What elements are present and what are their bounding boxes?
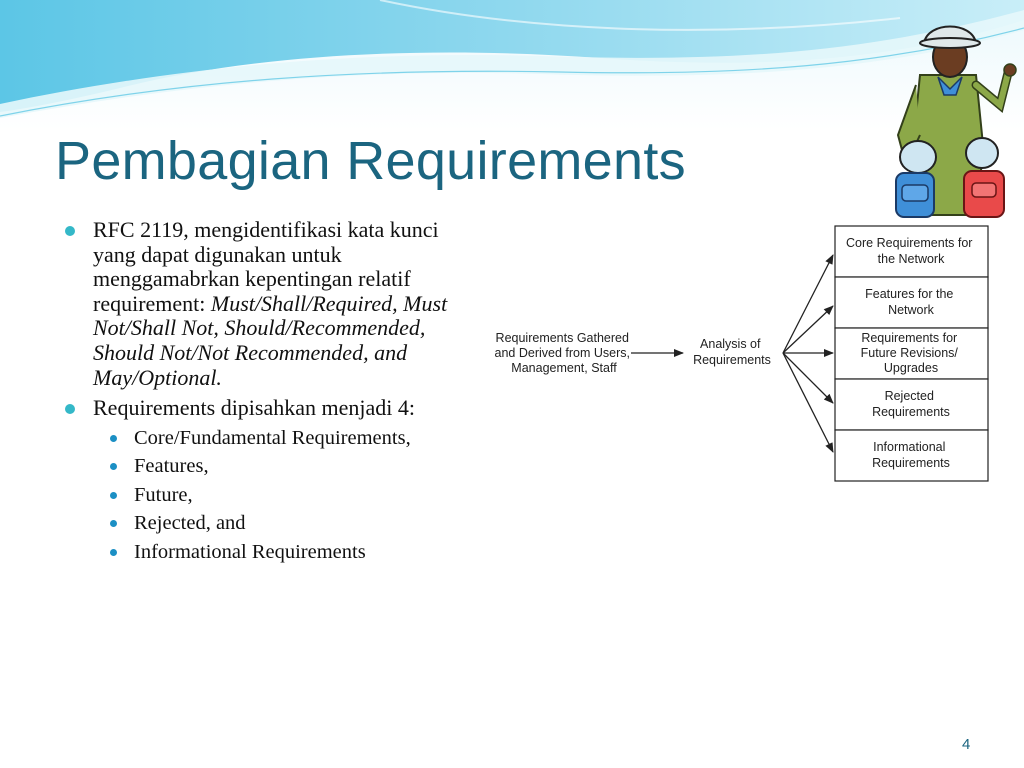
- bullet-rfc2119: [62, 218, 467, 390]
- source-line-3: Management, Staff: [511, 361, 617, 375]
- output-features: [835, 277, 988, 328]
- output-features-line-1: Features for the: [865, 287, 954, 301]
- bullet-rfc2119-text: RFC 2119, mengidentifikasi kata kunci yang dapat digunakan untuk menggamabrkan kepentingan relatif requirement:: [93, 217, 439, 316]
- bullet-requirements-split: Requirements dipisahkan menjadi 4:: [62, 396, 467, 421]
- output-future: [835, 328, 988, 379]
- output-informational-line-2: Requirements: [872, 456, 950, 470]
- requirements-flow-diagram: [478, 223, 998, 488]
- output-future-line-2: Future Revisions/: [860, 346, 958, 360]
- slide-number: 4: [962, 736, 971, 753]
- header-wave-decoration: [0, 0, 1024, 130]
- sub-bullet-future: Future,: [62, 484, 467, 508]
- source-label: [495, 331, 634, 375]
- output-rejected-line-1: Rejected: [884, 389, 934, 403]
- sub-bullet-core: Core/Fundamental Requirements,: [62, 427, 467, 451]
- sub-bullet-informational: Informational Requirements: [62, 541, 467, 565]
- source-line-2: and Derived from Users,: [494, 346, 630, 360]
- output-informational: [835, 430, 988, 481]
- bullet-rfc2119-keywords: Must/Shall/Required, Must Not/Shall Not, Should/Recommended, Should Not/Not Recommended, and May/Optional.: [93, 290, 448, 390]
- sub-bullet-rejected: Rejected, and: [62, 512, 467, 536]
- output-informational-line-1: Informational: [873, 440, 946, 454]
- output-future-line-3: Upgrades: [883, 361, 939, 375]
- output-core-line-2: the Network: [877, 252, 945, 266]
- source-line-1: Requirements Gathered: [495, 331, 629, 345]
- analysis-line-1: Analysis of: [700, 337, 761, 351]
- output-future-line-1: Requirements for: [861, 331, 958, 345]
- slide-title: Pembagian Requirements: [55, 131, 686, 191]
- output-core-line-1: Core Requirements for: [846, 236, 973, 250]
- sub-bullet-features: Features,: [62, 455, 467, 479]
- analysis-line-2: Requirements: [693, 353, 771, 367]
- output-rejected-line-2: Requirements: [872, 405, 950, 419]
- output-core: [835, 226, 988, 277]
- bullet-list: [62, 218, 467, 569]
- output-features-line-2: Network: [888, 303, 934, 317]
- output-rejected: [835, 379, 988, 430]
- clipart-illustration: [880, 15, 1020, 225]
